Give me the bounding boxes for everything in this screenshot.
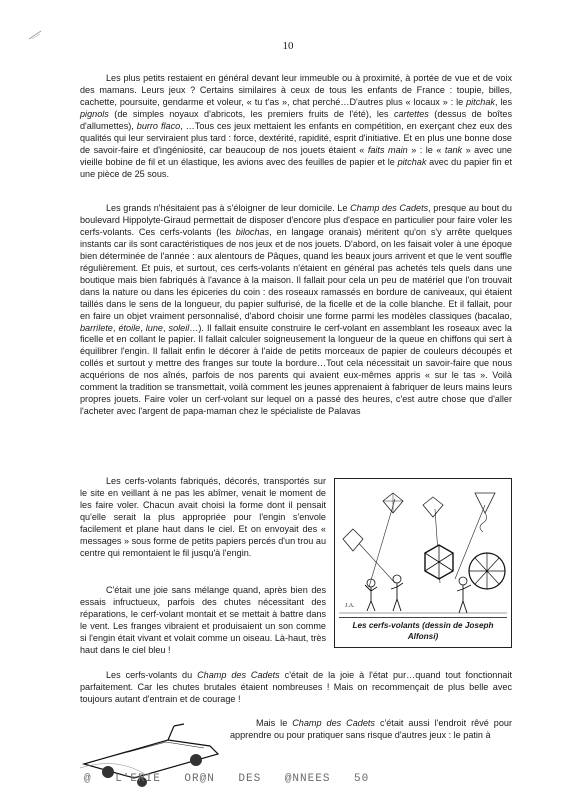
kite-drawing [335, 479, 511, 619]
corner-mark [28, 30, 42, 40]
paragraph-6: Mais le Champ des Cadets c'était aussi l'endroit rêvé pour apprendre ou pour pratiquer sans risque d'autres jeux : le patin à [230, 718, 513, 740]
svg-text:J.A.: J.A. [345, 603, 355, 609]
paragraph-3: Les cerfs-volants fabriqués, décorés, transportés sur le site en veillant à ne pas les abîmer, venait le moment de les faire voler. Chacun avait choisi la forme dont il pensait qu'elle serait la plus appropriée pour l'engin s'envole facilement et plane haut dans le ciel. Et on envoyait des « messages » sous forme de petits papiers percés d'un trou au centre qui remontaient le fil jusqu'à l'engin. [80, 476, 326, 558]
footer-watermark: @ L'ERIE OR@N DES @NNEES 50 [84, 773, 370, 785]
paragraph-4: C'était une joie sans mélange quand, après bien des essais infructueux, parfois des chutes nécessitant des réparations, le cerf-volant montait et se mettait à battre dans le vent. Les franges vibraient et produisaient un son comme si l'engin était vivant et volait comme un oiseau. Là-haut, très haut dans le ciel bleu ! [80, 585, 326, 655]
paragraph-5: Les cerfs-volants du Champ des Cadets c'était de la joie à l'état pur…quand tout fonctionnait parfaitement. Car les chutes brutales étaient nombreuses ! Mais on recommençait de plus belle avec toujours autant d'entrain et de courage ! [80, 670, 513, 704]
figure-caption: Les cerfs-volants (dessin de Joseph Alfonsi) [339, 617, 507, 643]
page-number: 10 [282, 40, 294, 52]
paragraph-1: Les plus petits restaient en général devant leur immeuble ou à proximité, à portée de vue et de voix des mamans. Leurs jeux ? Certains similaires à ceux de tous les enfants de France : toupie, billes, cachette, poursuite, gendarme et voleur, « tu t'as », chat perché…D'autres plus « locaux » : le pitchak, les pignols (de simples noyaux d'abricots, les premiers fruits de l'été), les cartettes (dessus de boîtes d'allumettes), burro flaco, …Tous ces jeux mettaient les enfants en compétition, en exerçant chez eux des qualités qui leur serviraient plus tard : force, dextérité, rapidité, esprit d'initiative. Et en plus une bonne dose de savoir-faire et d'ingéniosité, car beaucoup de nos jouets étaient « faits main » : le « tank » avec une vieille bobine de fil et un élastique, les avions avec des feuilles de papier et le pitchak avec du papier fin et une pièce de 25 sous. [80, 73, 513, 179]
paragraph-2: Les grands n'hésitaient pas à s'éloigner de leur domicile. Le Champ des Cadets, presque au bout du boulevard Hippolyte-Giraud permettait de disposer d'encore plus d'espace en particulier pour faire voler les cerfs-volants. Ces cerfs-volants (les bilochas, en langage oranais) méritent qu'on s'y arrête quelques instants car ils sont caractéristiques de nos jeux et de nos jouets. D'abord, on les faisait voler à une époque bien déterminée de l'année : aux alentours de Pâques, quand les beaux jours arrivent et que le vent souffle régulièrement. Et puis, et surtout, ces cerfs-volants n'étaient en général pas achetés tels quels dans une boutique mais bien fabriqués à l'avance à la maison. Il fallait pour cela un peu de matériel que l'on trouvait dans la nature ou dans les épiceries du coin : des roseaux ramassés en bordure de caniveaux, qui étaient taillés dans le sens de la longueur, du papier sulfurisé, de la ficelle et de la colle blanche. Et il fallait, pour en faire un objet vraiment personnalisé, d'abord choisir une forme parmi les modèles classiques (bacalao, barrilete, étoile, lune, soleil…). Il fallait ensuite construire le cerf-volant en assemblant les roseaux avec la ficelle et en collant le papier. Il fallait calculer soigneusement la longueur de la queue en chiffons qui sert à équilibrer l'engin. Il fallait enfin le décorer à l'aide de petits morceaux de papier de couleurs découpés et collés et surtout y mettre des franges sur toute la bordure…Tout cela nécessitait un savoir-faire que nous acquérions de nos aînés, parfois de nos parents qui avaient eux-mêmes appris « sur le tas ». Voilà comment la tradition se transmettait, voilà comment les jeunes apprenaient à fabriquer de leurs mains leurs propres jouets. Faire voler un cerf-volant sur lequel on a passé des heures, c'est autre chose que d'aller l'acheter avec l'argent de papa-maman chez le spécialiste de Palavas [80, 203, 512, 417]
kite-illustration-figure [334, 478, 512, 648]
